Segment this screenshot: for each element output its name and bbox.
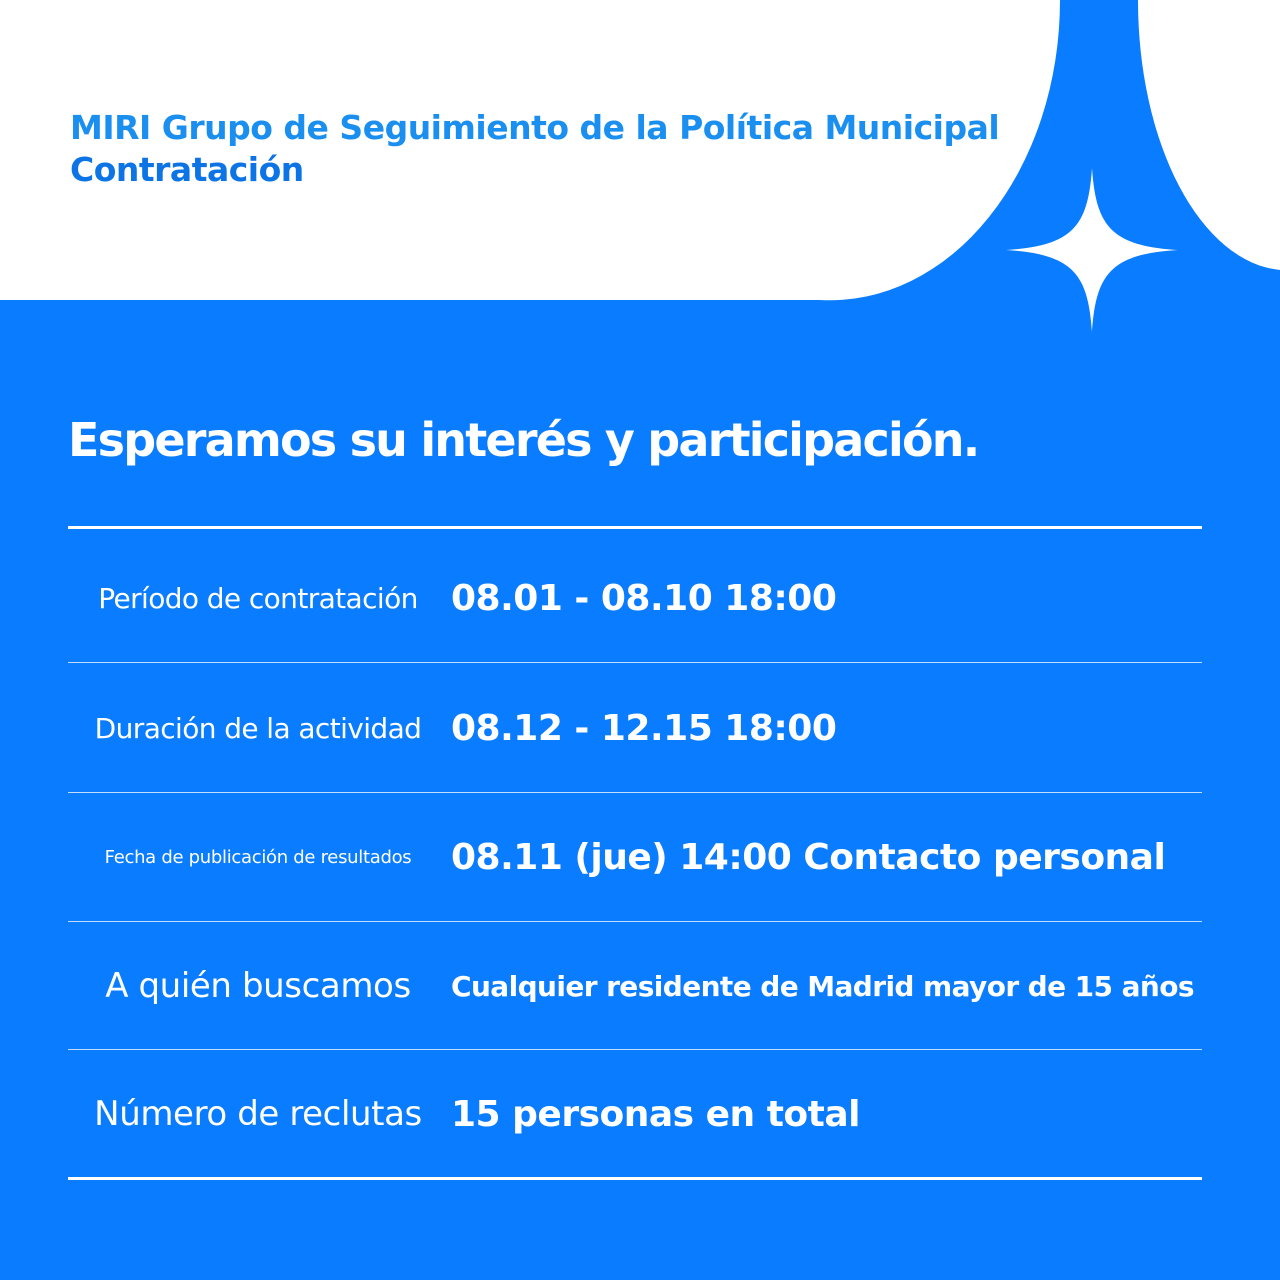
- detail-value: 08.12 - 12.15 18:00: [451, 707, 837, 749]
- detail-value: 08.01 - 08.10 18:00: [451, 577, 837, 619]
- headline: Esperamos su interés y participación.: [68, 413, 979, 467]
- detail-value: 15 personas en total: [451, 1093, 860, 1135]
- row-divider: [68, 662, 1202, 663]
- bottom-divider: [68, 1177, 1202, 1180]
- detail-value: Cualquier residente de Madrid mayor de 15 años: [451, 969, 1194, 1003]
- detail-row-target: [68, 922, 1202, 1050]
- detail-row-hiring-period: [68, 534, 1202, 662]
- detail-value: 08.11 (jue) 14:00 Contacto personal: [451, 836, 1166, 878]
- detail-label: Período de contratación: [98, 581, 418, 615]
- header-subtitle: Contratación: [70, 150, 304, 189]
- detail-label: Duración de la actividad: [94, 711, 422, 745]
- header-title: MIRI Grupo de Seguimiento de la Política Municipal: [70, 108, 1000, 147]
- top-divider: [68, 526, 1202, 529]
- detail-row-activity-duration: [68, 664, 1202, 792]
- detail-label: Fecha de publicación de resultados: [104, 846, 412, 868]
- detail-label: Número de reclutas: [94, 1094, 422, 1134]
- detail-row-results-date: [68, 793, 1202, 921]
- detail-label: A quién buscamos: [105, 966, 411, 1006]
- detail-row-recruit-count: [68, 1050, 1202, 1178]
